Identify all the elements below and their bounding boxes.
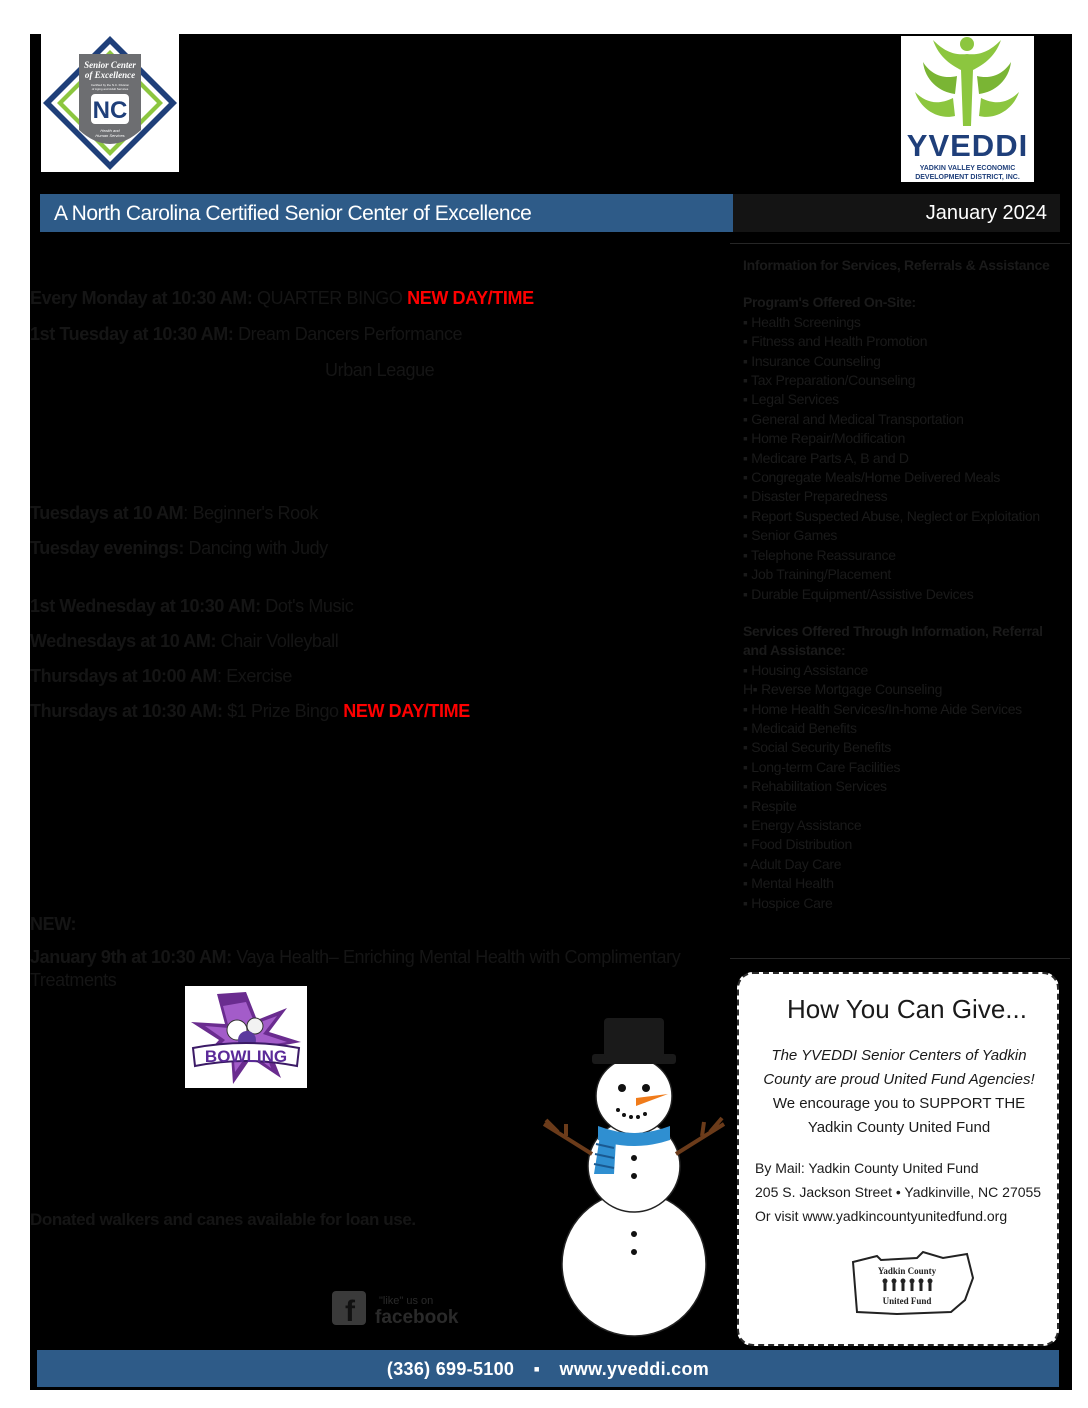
sidebar-intro: Information for Services, Referrals & Assistance: [743, 257, 1050, 273]
list-item: ▪ Job Training/Placement: [743, 566, 891, 583]
svg-text:f: f: [345, 1295, 355, 1328]
list-item: ▪ Senior Games: [743, 527, 838, 544]
list-item: ▪ Health Screenings: [743, 313, 861, 330]
list-item: ▪ General and Medical Transportation: [743, 410, 964, 427]
list-item: ▪ Durable Equipment/Assistive Devices: [743, 585, 974, 602]
svg-text:United Fund: United Fund: [882, 1296, 932, 1306]
sidebar-divider: [730, 958, 1070, 959]
footer-bar: [37, 1350, 1059, 1387]
list-item: ▪ Long-term Care Facilities: [743, 758, 901, 775]
new-tag: NEW DAY/TIME: [407, 288, 534, 308]
website-link[interactable]: www.yveddi.com: [559, 1359, 710, 1379]
give-mail-info: By Mail: Yadkin County United Fund 205 S. Jackson Street • Yadkinville, NC 27055 Or visit www.yadkincountyunitedfund.org: [755, 1156, 1055, 1228]
svg-text:Certified by the N.C. Division: Certified by the N.C. Division: [90, 83, 130, 87]
list-item: ▪ Mental Health: [743, 875, 834, 892]
svg-text:Human Services: Human Services: [95, 133, 125, 138]
list-item: ▪ Disaster Preparedness: [743, 488, 888, 505]
yadkin-county-united-fund-logo: [847, 1248, 977, 1320]
title-banner: [40, 194, 733, 232]
newsletter-date: January 2024: [925, 202, 1047, 224]
snowman-image: [536, 1014, 732, 1344]
list-item: ▪ Report Suspected Abuse, Neglect or Exploitation: [743, 507, 1040, 524]
list-item: ▪ Housing Assistance: [743, 661, 869, 678]
footer-contact: [37, 1359, 1059, 1380]
event-prize-bingo: Thursdays at 10:30 AM: $1 Prize Bingo NEW DAY/TIME: [30, 701, 470, 721]
svg-text:Yadkin County: Yadkin County: [877, 1266, 937, 1276]
list-item: ▪ Medicaid Benefits: [743, 719, 857, 736]
new-heading: NEW:: [30, 914, 77, 934]
ira-heading: Services Offered Through Information, Referral and Assistance:: [743, 622, 1043, 659]
yveddi-subtitle: YADKIN VALLEY ECONOMIC DEVELOPMENT DISTRICT, INC.: [915, 165, 1020, 181]
yveddi-wordmark: YVEDDI: [906, 128, 1029, 163]
new-tag: NEW DAY/TIME: [343, 701, 470, 721]
svg-text:Senior Center: Senior Center: [84, 60, 136, 70]
onsite-list: [743, 313, 1061, 604]
list-item: ▪ Food Distribution: [743, 836, 852, 853]
event-exercise: Thursdays at 10:00 AM: Exercise: [30, 666, 293, 686]
list-item: ▪ Insurance Counseling: [743, 352, 881, 369]
onsite-heading: Program's Offered On-Site:: [743, 294, 916, 311]
list-item: ▪ Adult Day Care: [743, 855, 842, 872]
united-fund-link[interactable]: Or visit www.yadkincountyunitedfund.org: [755, 1208, 1008, 1224]
list-item: ▪ Hospice Care: [743, 894, 833, 911]
senior-center-excellence-logo: [41, 34, 179, 172]
list-item: ▪ Home Health Services/In-home Aide Services: [743, 700, 1022, 717]
facebook-like[interactable]: [331, 1288, 471, 1328]
list-item: ▪ Congregate Meals/Home Delivered Meals: [743, 469, 1001, 486]
sidebar-divider: [730, 243, 1070, 244]
list-item: ▪ Rehabilitation Services: [743, 778, 887, 795]
how-you-can-give-box: [737, 972, 1059, 1346]
svg-text:facebook: facebook: [375, 1307, 459, 1328]
list-item: ▪ Fitness and Health Promotion: [743, 333, 928, 350]
event-dancing-judy: Tuesday evenings: Dancing with Judy: [30, 538, 328, 558]
event-dream-dancers: 1st Tuesday at 10:30 AM: Dream Dancers Performance: [30, 324, 463, 344]
svg-text:"like" us on: "like" us on: [379, 1295, 434, 1307]
date-box: [733, 194, 1060, 232]
event-urban-league: Urban League: [325, 360, 435, 380]
phone-number[interactable]: (336) 699-5100: [386, 1359, 515, 1379]
list-item: ▪ Tax Preparation/Counseling: [743, 372, 916, 389]
list-item: ▪ Respite: [743, 797, 797, 814]
list-item: H▪ Reverse Mortgage Counseling: [743, 681, 943, 698]
event-vaya-health-line2: Treatments: [30, 970, 117, 990]
banner-title: A North Carolina Certified Senior Center of Excellence: [54, 202, 532, 225]
event-beginners-rook: Tuesdays at 10 AM: Beginner's Rook: [30, 503, 318, 523]
services-sidebar: [743, 256, 1061, 913]
separator: ▪: [533, 1359, 541, 1379]
ira-list: [743, 661, 1061, 913]
list-item: ▪ Legal Services: [743, 391, 839, 408]
svg-text:Health and: Health and: [100, 128, 120, 133]
yveddi-logo: [901, 36, 1034, 182]
list-item: ▪ Medicare Parts A, B and D: [743, 449, 909, 466]
list-item: ▪ Home Repair/Modification: [743, 430, 906, 447]
svg-text:BOWLING: BOWLING: [204, 1047, 288, 1066]
event-monday-bingo: Every Monday at 10:30 AM: QUARTER BINGO NEW DAY/TIME: [30, 288, 534, 308]
give-message: The YVEDDI Senior Centers of Yadkin County are proud United Fund Agencies! We encourage you to SUPPORT THE Yadkin County United Fund: [763, 1047, 1035, 1136]
list-item: ▪ Social Security Benefits: [743, 739, 892, 756]
event-chair-volleyball: Wednesdays at 10 AM: Chair Volleyball: [30, 631, 339, 651]
svg-text:of Aging and Adult Services: of Aging and Adult Services: [91, 87, 129, 91]
loan-note: Donated walkers and canes available for loan use.: [30, 1210, 416, 1229]
bowling-image: [185, 986, 307, 1088]
event-vaya-health: January 9th at 10:30 AM: Vaya Health– Enriching Mental Health with Complimentary: [30, 947, 681, 967]
give-title: How You Can Give...: [787, 994, 1027, 1024]
svg-text:of Excellence: of Excellence: [84, 70, 136, 80]
list-item: ▪ Telephone Reassurance: [743, 546, 896, 563]
list-item: ▪ Energy Assistance: [743, 816, 862, 833]
svg-text:NC: NC: [92, 97, 128, 124]
event-dots-music: 1st Wednesday at 10:30 AM: Dot's Music: [30, 596, 354, 616]
